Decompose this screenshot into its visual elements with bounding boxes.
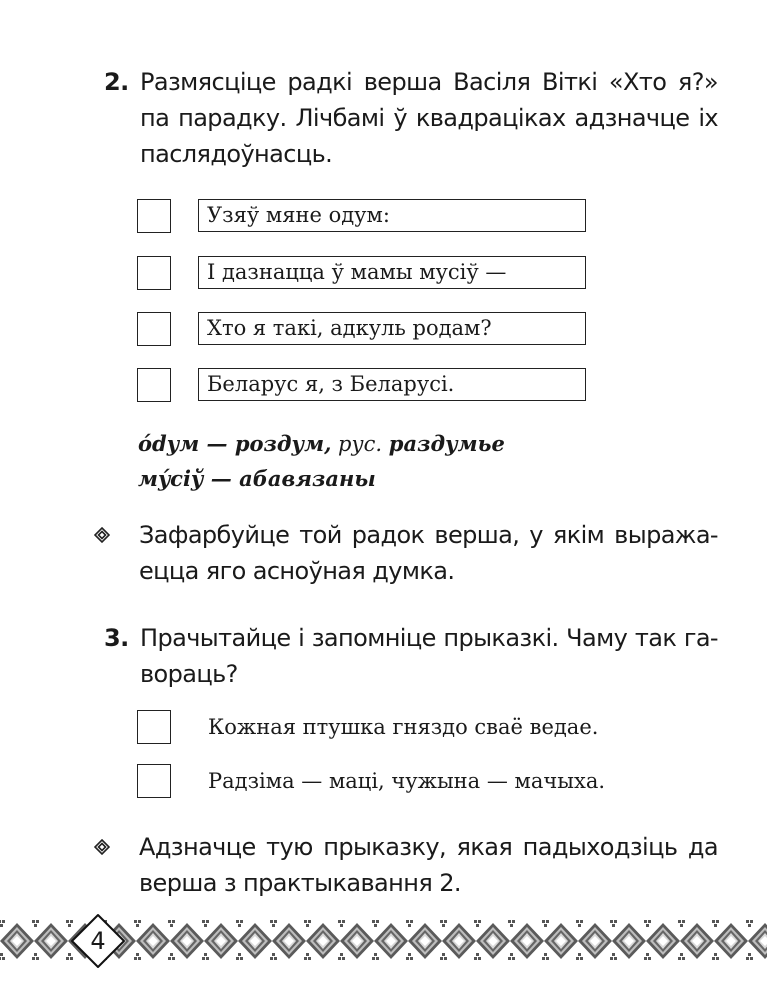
poem-line-text: Хто я такі, адкуль родам?: [198, 312, 586, 345]
task-2-subtask: [92, 517, 718, 589]
glossary-entry: [138, 428, 505, 460]
order-number-box[interactable]: [137, 256, 171, 290]
task-3-instruction: [104, 620, 718, 692]
task-2-text: Размясціце радкі верша Васіля Віткі «Хто я?» па парадку. Лічбамі ў квадрацікаx адзначце іх паслядоўнасць.: [140, 68, 718, 168]
glossary-language-note: рус.: [331, 432, 389, 456]
proverb-checkbox[interactable]: [137, 710, 171, 744]
glossary-term: мýсіў: [138, 466, 204, 491]
glossary-dash: —: [203, 466, 240, 491]
glossary-term: ódум: [138, 431, 200, 456]
order-number-box[interactable]: [137, 312, 171, 346]
diamond-bullet-icon: [94, 527, 110, 543]
page-number: 4: [90, 927, 106, 955]
subtask-text: Адзначце тую прыказку, якая падыходзіць да верша з практыкавання 2.: [139, 833, 718, 897]
glossary-meaning: абавязаны: [239, 466, 376, 491]
subtask-text: Зафарбуйце той радок верша, у якім выража-ецца яго асноўная думка.: [139, 521, 718, 585]
glossary-russian: раздумье: [388, 431, 505, 456]
proverb-text: Радзіма — маці, чужына — мачыха.: [208, 769, 606, 793]
order-number-box[interactable]: [137, 199, 171, 233]
proverb-text: Кожная птушка гняздо сваё ведае.: [208, 715, 599, 739]
poem-line-text: Узяў мяне одум:: [198, 199, 586, 232]
task-2-instruction: [104, 64, 718, 172]
task-3-text: Прачытайце і запомніце прыказкі. Чаму так га-вораць?: [140, 624, 718, 688]
diamond-bullet-icon: [94, 839, 110, 855]
order-number-box[interactable]: [137, 368, 171, 402]
task-2-number: 2.: [104, 68, 129, 96]
task-3-number: 3.: [104, 624, 129, 652]
poem-line-text: Беларус я, з Беларусі.: [198, 368, 586, 401]
glossary-meaning: роздум,: [234, 431, 332, 456]
poem-line-text: І дазнацца ў мамы мусіў —: [198, 256, 586, 289]
glossary-dash: —: [199, 431, 235, 456]
glossary-entry: [138, 463, 376, 494]
proverb-checkbox[interactable]: [137, 764, 171, 798]
task-3-subtask: [92, 829, 718, 901]
